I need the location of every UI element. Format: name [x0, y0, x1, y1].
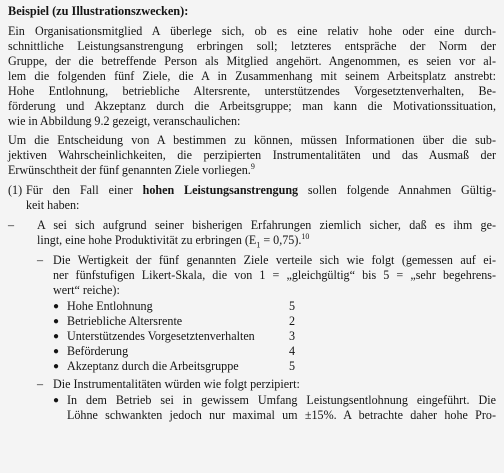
goal-value: 3 — [289, 328, 296, 343]
goal-value: 2 — [289, 313, 296, 328]
text-span: = 0,75). — [260, 232, 302, 247]
text-line: ner fünfstufigen Likert-Skala, die von 1 = „gleichgültig“ bis 5 = „sehr begehrens- — [53, 267, 496, 282]
dash-marker: – — [8, 217, 15, 232]
text-line: Die Wertigkeit der fünf genannten Ziele verteile sich wie folgt (gemessen auf ei- — [53, 252, 496, 267]
list-item — [53, 344, 496, 359]
dash-marker: – — [37, 252, 44, 267]
bullet-item-pay — [8, 393, 496, 423]
text-span: Erwünschtheit der fünf genannten Ziele vorliegen. — [8, 163, 251, 178]
text-line: Gruppe, der die betreffende Person als Mitglied angehört. Angenommen, es seien vor al- — [8, 54, 496, 69]
example-title: Beispiel (zu Illustrationszwecken): — [8, 4, 189, 18]
goal-label: Beförderung — [67, 343, 129, 358]
text-line: In dem Betrieb sei in gewissem Umfang Leistungsentlohnung eingeführt. Die — [67, 393, 496, 408]
text-line: Löhne schwankten jedoch nur maximal um ±15%. A betrachte daher hohe Pro- — [67, 408, 496, 423]
dash-item-productivity — [8, 218, 496, 248]
goal-label: Hohe Entlohnung — [67, 298, 153, 313]
text-line — [8, 183, 496, 198]
dash-marker: – — [37, 377, 44, 392]
bullet-icon: ● — [53, 395, 60, 407]
goal-label: Unterstützendes Vorgesetztenverhalten — [67, 328, 255, 343]
text-line — [37, 233, 496, 248]
text-line: Um die Entscheidung von A bestimmen zu können, müssen Informationen über die sub- — [8, 133, 496, 148]
list-item — [53, 314, 496, 329]
text-line: keit haben: — [26, 197, 80, 212]
text-span: lingt, eine hohe Produktivität zu erbringen (E — [37, 232, 257, 247]
text-line: Hohe Entlohnung, betriebliche Altersrente, unterstützendes Vorgesetztenverhalten, Be- — [8, 84, 496, 99]
goal-label: Betriebliche Altersrente — [67, 313, 183, 328]
list-item — [53, 329, 496, 344]
bullet-icon: ● — [53, 315, 60, 327]
goal-value: 4 — [289, 343, 296, 358]
text-line: wie in Abbildung 9.2 gezeigt, veranschaulichen: — [8, 114, 241, 129]
text-line: schnittliche Leistungsanstrengung erbringen soll; letzteres entspräche der Norm der — [8, 39, 496, 54]
text-span: Für den Fall einer — [26, 182, 143, 197]
item-label: (1) — [8, 182, 23, 197]
text-line: Die Instrumentalitäten würden wie folgt perzipiert: — [53, 377, 300, 392]
text-line: förderung und Akzeptanz durch die Arbeitsgruppe; man kann die Motivationssituation, — [8, 99, 496, 114]
goal-label: Akzeptanz durch die Arbeitsgruppe — [67, 359, 239, 374]
emphasis-text: hohen Leistungsanstrengung — [142, 182, 299, 197]
dash-item-instrumentality — [8, 377, 496, 392]
bullet-icon: ● — [53, 345, 60, 357]
paragraph-information — [8, 133, 496, 178]
bullet-icon: ● — [53, 300, 60, 312]
list-item — [53, 359, 496, 374]
goal-value: 5 — [289, 298, 296, 313]
text-line: wert“ reiche): — [53, 282, 120, 297]
text-line: Ein Organisationsmitglied A überlege sich, ob es eine relativ hohe oder eine durch- — [8, 24, 496, 39]
goal-valence-list — [53, 299, 496, 374]
text-span: sollen folgende Annahmen Gültig- — [298, 182, 496, 197]
enumerated-item-1 — [8, 183, 496, 213]
text-line: A sei sich aufgrund seiner bisherigen Erfahrungen ziemlich sicher, daß es ihm ge- — [37, 217, 496, 232]
dash-item-valence — [8, 253, 496, 298]
text-line: lem die folgenden fünf Ziele, die A in Zusammenhang mit seinem Arbeitsplatz anstrebt: — [8, 69, 496, 84]
goal-value: 5 — [289, 359, 296, 374]
text-line — [8, 163, 496, 178]
text-line: jektiven Wahrscheinlichkeiten, die perzipierten Instrumentalitäten und das Ausmaß der — [8, 148, 496, 163]
subscript: 1 — [256, 240, 261, 250]
bullet-icon: ● — [53, 361, 60, 373]
list-item — [53, 299, 496, 314]
paragraph-intro — [8, 24, 496, 129]
footnote-marker: 9 — [250, 162, 255, 172]
bullet-icon: ● — [53, 330, 60, 342]
footnote-marker: 10 — [301, 231, 310, 241]
